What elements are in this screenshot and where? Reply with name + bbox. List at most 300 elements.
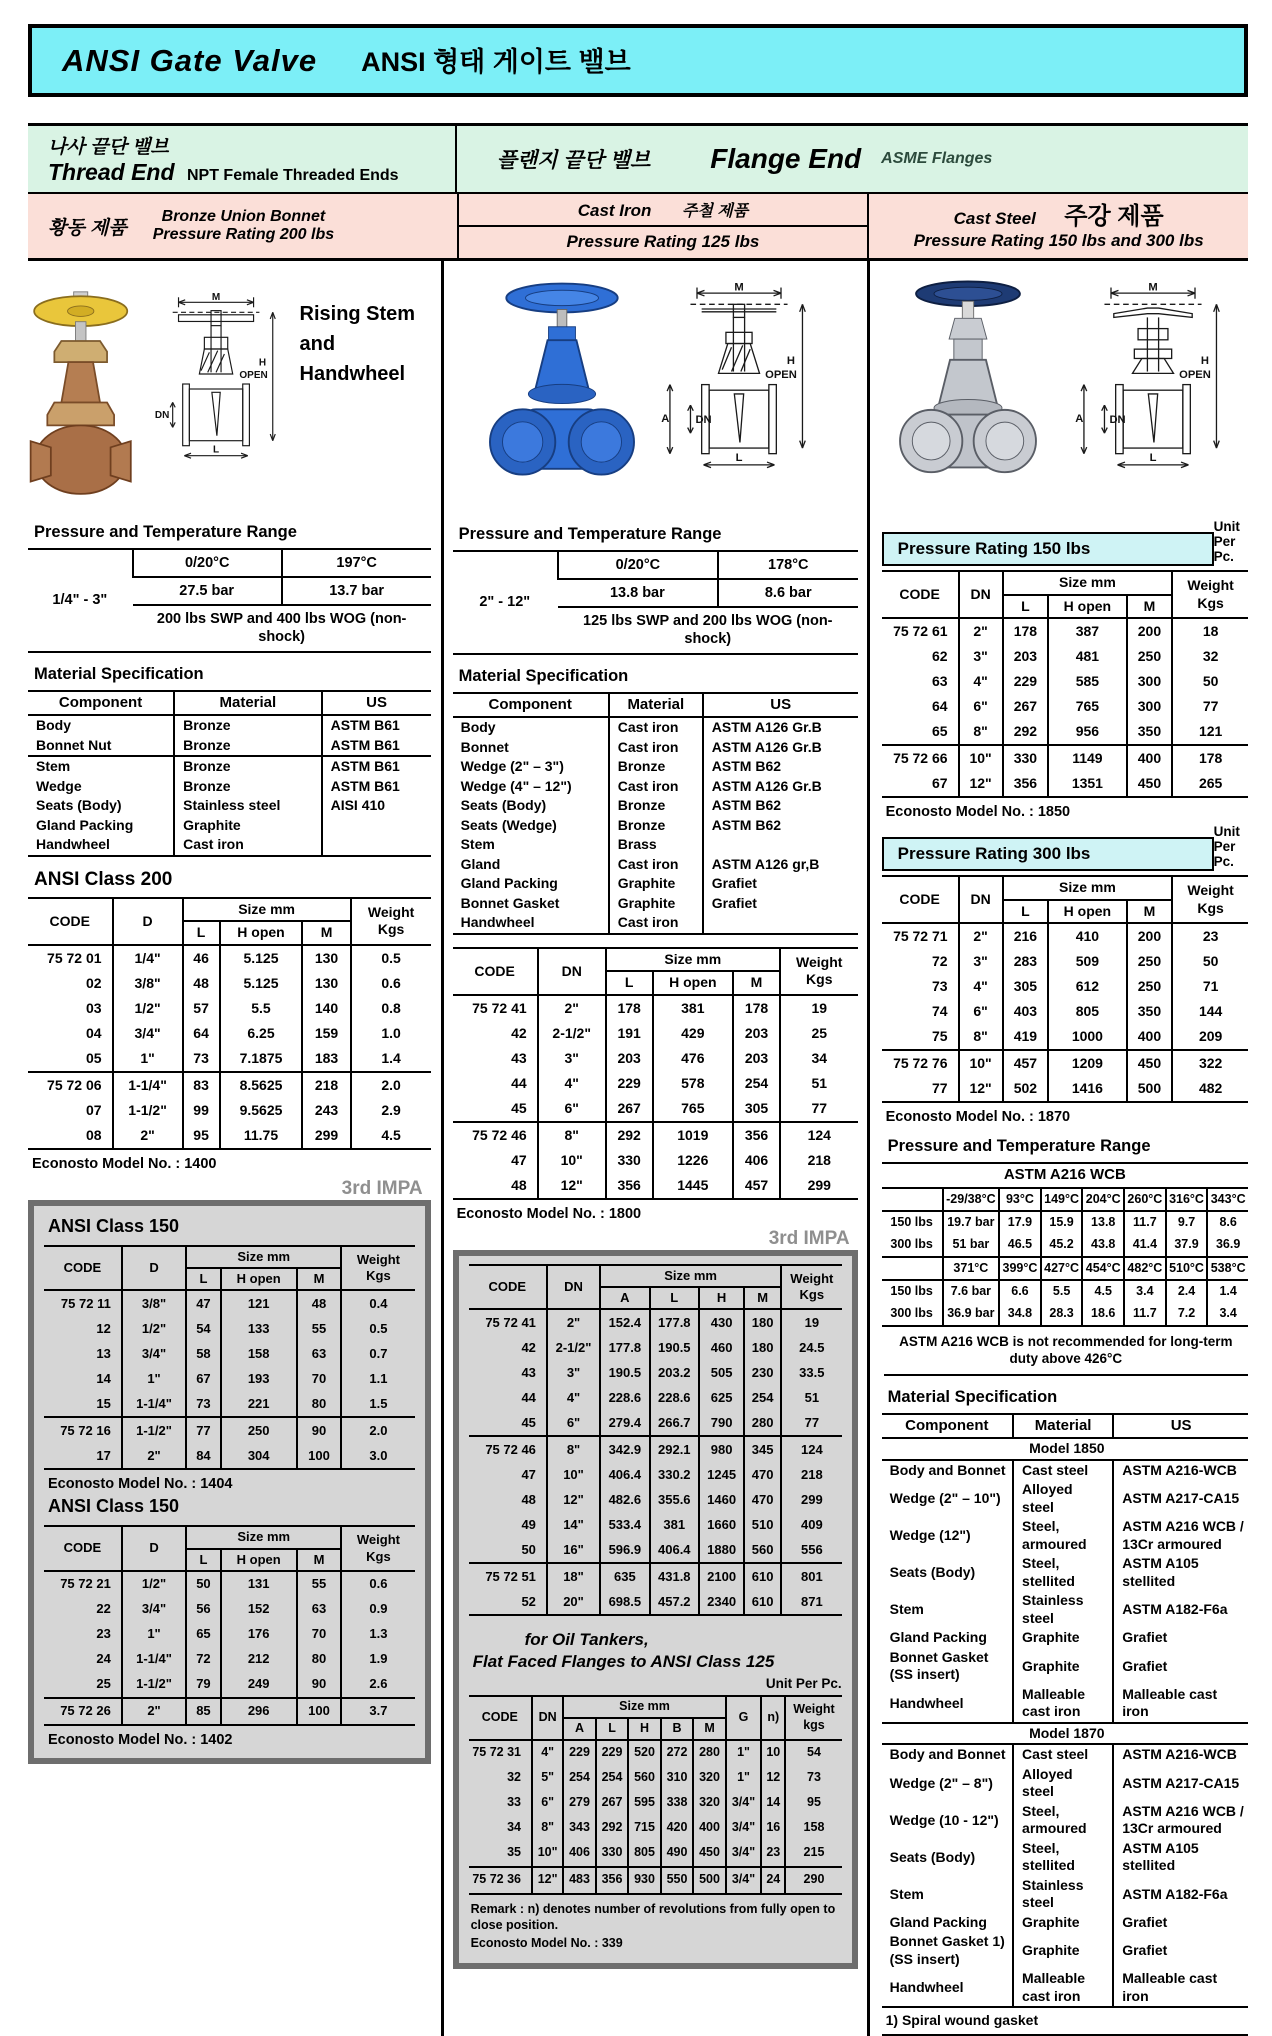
ansi-class-150-table-a <box>44 1245 415 1471</box>
section-heading: Material Specification <box>887 1387 1058 1406</box>
table-cell: ASTM A217-CA15 <box>1113 1765 1248 1802</box>
table-cell: 457.2 <box>650 1589 699 1615</box>
table-cell: ASTM A216-WCB <box>1113 1744 1248 1765</box>
table-cell: 1416 <box>1048 1076 1127 1102</box>
oil-tanker-title-2: Flat Faced Flanges to ANSI Class 125 <box>472 1652 775 1672</box>
table-cell: Malleable cast iron <box>1013 1685 1113 1723</box>
table-cell: 15.9 <box>1041 1211 1083 1234</box>
table-cell: 23 <box>1172 923 1248 949</box>
table-cell: 490 <box>661 1841 694 1867</box>
table-cell: 482 <box>1172 1076 1248 1102</box>
table-cell: 2" <box>113 1123 183 1149</box>
table-cell: Graphite <box>1013 1932 1113 1969</box>
cast-steel-rating: Pressure Rating 150 lbs and 300 lbs <box>913 231 1204 250</box>
table-cell: 12" <box>959 1076 1003 1102</box>
table-cell: 10 <box>761 1740 785 1766</box>
table-cell: 5.5 <box>1041 1280 1083 1303</box>
table-cell: 350 <box>1127 719 1173 745</box>
table-cell: 279.4 <box>600 1410 649 1436</box>
table-cell: 2100 <box>699 1563 744 1589</box>
table-cell: 11.7 <box>1124 1303 1166 1326</box>
table-cell: 18" <box>547 1563 600 1589</box>
table-cell: 1880 <box>699 1537 744 1563</box>
size-range: 1/4" - 3" <box>52 592 108 609</box>
table-cell: 4" <box>959 974 1003 999</box>
table-cell: Seats (Wedge) <box>460 816 557 833</box>
table-cell: 399°C <box>999 1257 1041 1281</box>
table-cell: 1" <box>122 1366 186 1391</box>
table-cell: 130 <box>302 971 350 996</box>
table-cell: 6.25 <box>220 1021 303 1046</box>
table-cell: 1/2" <box>113 996 183 1021</box>
table-cell: 100 <box>297 1698 342 1725</box>
table-cell: 183 <box>302 1046 350 1072</box>
table-cell: 43 <box>511 1049 527 1066</box>
table-cell: 0.6 <box>341 1571 414 1597</box>
table-cell: 266.7 <box>650 1410 699 1436</box>
table-cell: 871 <box>781 1589 842 1615</box>
table-cell: 765 <box>1048 694 1127 719</box>
table-cell: 05 <box>85 1049 102 1066</box>
table-cell: 1445 <box>653 1173 734 1199</box>
table-cell: Wedge (2" – 3") <box>460 758 564 775</box>
table-cell: Body and Bonnet <box>889 1746 1006 1763</box>
table-cell: 35 <box>507 1845 521 1860</box>
table-cell: 280 <box>744 1410 781 1436</box>
unit-per-pc: Unit Per Pc. <box>1213 519 1240 564</box>
table-cell: 203 <box>1003 644 1049 669</box>
table-cell: 46.5 <box>999 1234 1041 1257</box>
column-header: Size mm <box>1003 571 1173 595</box>
table-cell: 2340 <box>699 1589 744 1615</box>
table-cell: 1" <box>113 1046 183 1072</box>
column-header: L <box>606 971 653 995</box>
table-cell: 100 <box>297 1443 342 1469</box>
table-cell: 330 <box>606 1148 653 1173</box>
table-cell: 403 <box>1003 999 1049 1024</box>
pressure-cell: 8.6 bar <box>718 579 858 607</box>
oil-tanker-title-1: for Oil Tankers, <box>524 1630 649 1650</box>
dim-a: A <box>661 412 670 425</box>
table-cell: 454°C <box>1082 1257 1124 1281</box>
table-cell: 3" <box>547 1360 600 1385</box>
table-cell: 75 72 26 <box>44 1698 122 1725</box>
column-header: CODE <box>44 1526 122 1571</box>
table-cell: Cast iron <box>174 835 321 856</box>
table-cell: 65 <box>186 1622 220 1647</box>
table-cell: 260°C <box>1124 1188 1166 1212</box>
thread-end-cell <box>28 126 457 192</box>
table-cell: Cast steel <box>1013 1460 1113 1481</box>
table-cell: ASTM A126 Gr.B <box>703 777 858 797</box>
table-cell: 5.5 <box>220 996 303 1021</box>
table-cell: 406 <box>563 1841 596 1867</box>
table-cell: 42 <box>511 1024 527 1041</box>
table-cell: 99 <box>183 1098 220 1123</box>
table-cell: 500 <box>1127 1076 1173 1102</box>
column-header: Weight Kgs <box>351 898 431 945</box>
table-cell: 20" <box>547 1589 600 1615</box>
impa-box <box>28 1200 431 1764</box>
section-heading: Material Specification <box>458 666 629 685</box>
column-header: Weight Kgs <box>1172 571 1248 618</box>
table-cell: 2-1/2" <box>547 1335 600 1360</box>
table-cell: 0.8 <box>351 996 431 1021</box>
table-cell: Malleable cast iron <box>1013 1969 1113 2007</box>
impa-size-table <box>469 1264 842 1617</box>
column-header: H open <box>1048 900 1127 924</box>
dim-m: M <box>734 281 744 294</box>
table-cell: 304 <box>221 1443 297 1469</box>
cast-steel-cell <box>869 194 1248 258</box>
table-cell: Seats (Body) <box>36 797 122 814</box>
table-cell: 79 <box>186 1672 220 1698</box>
table-cell: 1-1/4" <box>122 1391 186 1417</box>
table-cell: 280 <box>693 1740 726 1766</box>
cast-steel-label: Cast Steel <box>953 209 1036 228</box>
table-cell: 482.6 <box>600 1487 649 1512</box>
table-cell: 4.5 <box>351 1123 431 1149</box>
table-cell: 299 <box>781 1487 842 1512</box>
table-cell: 350 <box>1127 999 1173 1024</box>
material-band <box>28 194 1248 261</box>
rising-stem-line2: and Handwheel <box>299 333 406 385</box>
table-cell: ASTM B62 <box>703 796 858 816</box>
table-cell: 75 72 16 <box>44 1417 122 1443</box>
column-header: DN <box>547 1265 600 1310</box>
valve-drawing <box>1069 273 1237 485</box>
table-cell: 121 <box>221 1290 297 1316</box>
table-cell: 1.9 <box>341 1647 414 1672</box>
table-cell: 8" <box>959 719 1003 745</box>
table-cell: Bronze <box>174 777 321 797</box>
table-cell: Seats (Body) <box>460 797 547 814</box>
cast-steel-valve-photo <box>893 273 1043 509</box>
astm-temp-table <box>882 1162 1248 1327</box>
table-cell: 6" <box>532 1791 563 1816</box>
table-cell: 460 <box>699 1335 744 1360</box>
table-cell: ASTM A105 stellited <box>1113 1554 1248 1591</box>
column-header: A <box>600 1287 649 1309</box>
page-title-bar <box>28 24 1248 97</box>
table-cell: 04 <box>85 1024 102 1041</box>
table-cell: 72 <box>186 1647 220 1672</box>
table-cell: Wedge (10 - 12") <box>889 1811 999 1828</box>
flange-end-label: Flange End <box>710 143 862 174</box>
table-cell: ASTM A105 stellited <box>1113 1839 1248 1876</box>
table-cell: 371°C <box>943 1257 1000 1281</box>
table-cell: 07 <box>85 1101 102 1118</box>
table-cell: 2.6 <box>341 1672 414 1698</box>
column-header: Component <box>453 693 609 718</box>
table-cell: 431.8 <box>650 1563 699 1589</box>
table-cell: 9.5625 <box>220 1098 303 1123</box>
table-cell: 124 <box>781 1436 842 1462</box>
table-cell: 03 <box>85 999 102 1016</box>
page-title-en: ANSI Gate Valve <box>62 43 318 78</box>
column-header: Size mm <box>186 1246 341 1268</box>
table-cell: 790 <box>699 1410 744 1436</box>
table-cell: 3" <box>538 1046 606 1071</box>
table-cell: 178 <box>733 995 780 1021</box>
column-header: CODE <box>453 948 538 995</box>
dim-a: A <box>1075 412 1084 425</box>
table-cell: 25 <box>96 1676 111 1692</box>
table-cell: Grafiet <box>1113 1932 1248 1969</box>
table-cell: 482°C <box>1124 1257 1166 1281</box>
table-cell: 1351 <box>1048 771 1127 797</box>
table-cell: 250 <box>221 1417 297 1443</box>
table-cell: 3/4" <box>122 1341 186 1366</box>
table-cell: 430 <box>699 1309 744 1335</box>
table-cell: 55 <box>297 1316 342 1341</box>
table-cell: 51 <box>781 1385 842 1410</box>
column-header: US <box>322 691 431 716</box>
table-cell: 58 <box>186 1341 220 1366</box>
column-header: H open <box>220 921 303 945</box>
table-cell: 70 <box>297 1622 342 1647</box>
table-cell: 481 <box>1048 644 1127 669</box>
table-cell: 23 <box>96 1626 111 1642</box>
table-cell: 229 <box>606 1071 653 1096</box>
column-header: DN <box>538 948 606 995</box>
table-cell: 1209 <box>1048 1050 1127 1076</box>
dim-dn: DN <box>1109 413 1126 426</box>
table-cell: 212 <box>221 1647 297 1672</box>
rising-stem-note <box>300 273 431 389</box>
table-cell: 300 lbs <box>890 1305 933 1320</box>
table-cell <box>703 835 858 855</box>
table-remark: Remark : n) denotes number of revolutions from fully open to close position. <box>470 1901 836 1932</box>
column-header: H open <box>653 971 734 995</box>
table-cell: 54 <box>186 1316 220 1341</box>
table-cell: 292.1 <box>650 1436 699 1462</box>
table-cell: Wedge <box>36 777 82 794</box>
table-cell: 406.4 <box>650 1537 699 1563</box>
table-cell: 805 <box>1048 999 1127 1024</box>
table-cell: 250 <box>1127 644 1173 669</box>
table-cell: 48 <box>521 1491 536 1507</box>
table-cell: 190.5 <box>650 1335 699 1360</box>
table-cell: 2" <box>122 1698 186 1725</box>
section-row: Model 1850 <box>882 1438 1248 1460</box>
table-cell: 24.5 <box>781 1335 842 1360</box>
table-cell: ASTM A126 gr,B <box>703 855 858 875</box>
table-cell: ASTM B61 <box>322 715 431 736</box>
table-cell: 292 <box>596 1816 629 1841</box>
table-cell: 25 <box>780 1021 858 1046</box>
table-cell: Stainless steel <box>1013 1876 1113 1913</box>
column-header: Size mm <box>183 898 351 922</box>
table-cell: 47 <box>186 1290 220 1316</box>
table-cell: 635 <box>600 1563 649 1589</box>
model-number: Econosto Model No. : 1402 <box>48 1731 233 1748</box>
table-cell: 51 bar <box>943 1234 1000 1257</box>
column-header: CODE <box>28 898 113 945</box>
table-cell: 267 <box>596 1791 629 1816</box>
table-cell: 7.1875 <box>220 1046 303 1072</box>
table-cell: 3.4 <box>1124 1280 1166 1303</box>
table-cell: 45.2 <box>1041 1234 1083 1257</box>
table-cell: 381 <box>653 995 734 1021</box>
table-cell: 121 <box>1172 719 1248 745</box>
column-header: L <box>183 921 220 945</box>
table-cell: 159 <box>302 1021 350 1046</box>
table-cell: 1/2" <box>122 1316 186 1341</box>
column-header: L <box>1003 900 1049 924</box>
section-row: Model 1870 <box>882 1723 1248 1745</box>
dim-m: M <box>212 291 221 303</box>
page-title-ko: ANSI 형태 게이트 밸브 <box>361 47 631 77</box>
table-cell: 387 <box>1048 618 1127 644</box>
table-cell: 216 <box>1003 923 1049 949</box>
table-cell: 450 <box>1127 771 1173 797</box>
model-number: Econosto Model No. : 1850 <box>885 804 1071 820</box>
table-cell: 272 <box>661 1740 694 1766</box>
table-cell: 14 <box>96 1370 111 1386</box>
table-cell: Wedge (12") <box>889 1527 971 1544</box>
table-cell: ASTM A216-WCB <box>1113 1460 1248 1481</box>
table-cell: 63 <box>297 1597 342 1622</box>
table-cell: 356 <box>733 1122 780 1148</box>
table-cell: 1.4 <box>1207 1280 1248 1303</box>
table-cell: 11.7 <box>1124 1211 1166 1234</box>
table-cell: 612 <box>1048 974 1127 999</box>
table-cell: Stem <box>460 836 495 853</box>
table-cell: 400 <box>693 1816 726 1841</box>
pressure-cell: 13.8 bar <box>558 579 718 607</box>
table-cell: 28.3 <box>1041 1303 1083 1326</box>
table-cell: 457 <box>1003 1050 1049 1076</box>
table-cell: 2" <box>959 923 1003 949</box>
table-cell: 3.0 <box>341 1443 414 1469</box>
rising-stem-line1: Rising Stem <box>299 303 416 325</box>
table-cell: 64 <box>183 1021 220 1046</box>
table-cell: 4" <box>538 1071 606 1096</box>
table-cell: 178 <box>606 995 653 1021</box>
section-heading: Material Specification <box>34 664 204 683</box>
table-cell: 1-1/4" <box>122 1647 186 1672</box>
column-header: Component <box>882 1414 1013 1439</box>
table-cell: 49 <box>521 1516 536 1532</box>
table-cell: 36.9 bar <box>943 1303 1000 1326</box>
table-cell: 381 <box>650 1512 699 1537</box>
table-cell: 585 <box>1048 669 1127 694</box>
thread-end-korean: 나사 끝단 밸브 <box>48 137 169 158</box>
valve-drawing <box>141 273 291 485</box>
table-cell: -29/38°C <box>943 1188 1000 1212</box>
column-header: Weight Kgs <box>341 1526 414 1571</box>
table-cell: Bronze <box>609 757 703 777</box>
table-cell: 33.5 <box>781 1360 842 1385</box>
impa-box <box>453 1250 858 1970</box>
table-cell: 470 <box>744 1487 781 1512</box>
table-cell: 57 <box>183 996 220 1021</box>
table-cell: 51 <box>780 1071 858 1096</box>
table-cell: 17.9 <box>999 1211 1041 1234</box>
table-cell: 500 <box>693 1867 726 1894</box>
table-cell: 2.9 <box>351 1098 431 1123</box>
table-cell: 356 <box>606 1173 653 1199</box>
column-header: Size mm <box>1003 876 1173 900</box>
table-cell: 33 <box>507 1795 521 1810</box>
table-cell: Wedge (2" – 10") <box>889 1490 1001 1507</box>
column-header: H <box>628 1718 661 1740</box>
table-cell: 2.0 <box>351 1072 431 1098</box>
table-cell: 0.4 <box>341 1290 414 1316</box>
rating-150-table <box>882 570 1248 798</box>
table-cell: 267 <box>1003 694 1049 719</box>
column-header: A <box>563 1718 596 1740</box>
table-cell: 4.5 <box>1082 1280 1124 1303</box>
table-cell: 300 <box>1127 694 1173 719</box>
table-cell: 505 <box>699 1360 744 1385</box>
column-header: Size mm <box>606 948 780 972</box>
table-cell: 67 <box>186 1366 220 1391</box>
table-cell: 149°C <box>1041 1188 1083 1212</box>
table-cell: 229 <box>1003 669 1049 694</box>
table-cell: 77 <box>1172 694 1248 719</box>
table-cell: 16 <box>761 1816 785 1841</box>
table-cell: 34.8 <box>999 1303 1041 1326</box>
table-cell: 230 <box>744 1360 781 1385</box>
column-header: H <box>699 1287 744 1309</box>
table-cell: Graphite <box>174 816 321 836</box>
table-cell: 180 <box>744 1309 781 1335</box>
table-cell: 510°C <box>1166 1257 1208 1281</box>
dim-l: L <box>213 444 220 456</box>
table-cell: ASTM B61 <box>322 736 431 757</box>
table-cell: Bronze <box>174 736 321 757</box>
table-cell: ASTM B62 <box>703 757 858 777</box>
table-cell: 218 <box>302 1072 350 1098</box>
table-cell: 150 lbs <box>882 1211 943 1234</box>
table-cell: 610 <box>744 1563 781 1589</box>
table-cell: 343°C <box>1207 1188 1248 1212</box>
table-cell: 1/2" <box>122 1571 186 1597</box>
table-cell: Cast iron <box>609 855 703 875</box>
table-cell: 316°C <box>1166 1188 1208 1212</box>
table-cell: Cast iron <box>609 738 703 758</box>
table-cell: 3/4" <box>113 1021 183 1046</box>
table-cell: Bonnet Gasket (SS insert) <box>889 1648 989 1683</box>
table-cell: 178 <box>1172 745 1248 771</box>
table-cell: Bronze <box>174 715 321 736</box>
table-cell: 265 <box>1172 771 1248 797</box>
table-cell: 560 <box>628 1766 661 1791</box>
astm-header: ASTM A216 WCB <box>882 1163 1248 1188</box>
table-cell: 77 <box>780 1096 858 1122</box>
table-cell: 310 <box>661 1766 694 1791</box>
table-cell: 73 <box>183 1046 220 1072</box>
column-header: M <box>1127 900 1173 924</box>
section-heading: Pressure and Temperature Range <box>34 523 297 541</box>
table-cell: 290 <box>785 1867 841 1894</box>
table-cell <box>703 913 858 934</box>
table-cell: 8" <box>532 1816 563 1841</box>
table-cell: 24 <box>761 1867 785 1894</box>
column-header: Weight kgs <box>785 1696 841 1739</box>
table-cell: 406 <box>733 1148 780 1173</box>
table-cell: 52 <box>521 1593 536 1609</box>
table-cell: 765 <box>653 1096 734 1122</box>
table-cell: 409 <box>781 1512 842 1537</box>
table-cell: 17 <box>96 1447 111 1463</box>
table-cell: 8.6 <box>1207 1211 1248 1234</box>
table-cell: 533.4 <box>600 1512 649 1537</box>
table-cell: 556 <box>781 1537 842 1563</box>
table-cell: 8" <box>538 1122 606 1148</box>
